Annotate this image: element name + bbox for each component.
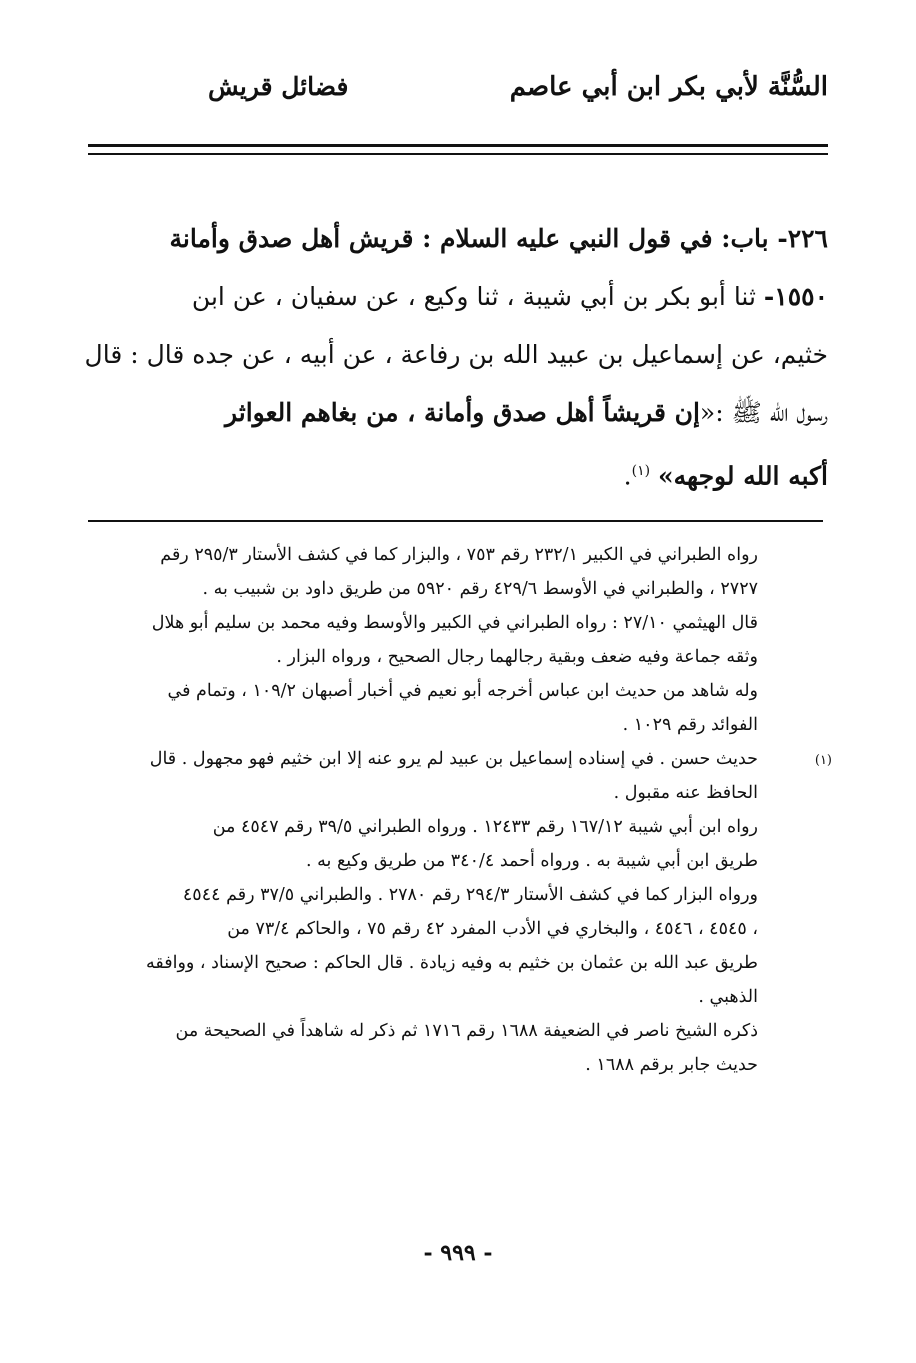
footnote-separator xyxy=(88,520,823,522)
matn-part-1: إن قريشاً أهل صدق وأمانة ، من بغاهم العواثر xyxy=(224,398,700,427)
note-line: طريق عبد الله بن عثمان بن خثيم به وفيه زيادة . قال الحاكم : صحيح الإسناد ، ووافقه xyxy=(145,953,758,973)
note-block-1 xyxy=(80,538,826,606)
note-block-6 xyxy=(80,878,826,1014)
note-line: حديث حسن . في إسناده إسماعيل بن عبيد لم يرو عنه إلا ابن خثيم فهو مجهول . قال xyxy=(149,749,758,769)
note-line: ٢٧٢٧ ، والطبراني في الأوسط ٤٢٩/٦ رقم ٥٩٢٠ من طريق داود بن شبيب به . xyxy=(202,579,758,599)
note-block-4 xyxy=(80,742,832,810)
hadith-line-4: أكبه الله لوجهه» $^{(١)}$. xyxy=(623,461,828,491)
matn-part-2: أكبه الله لوجهه» xyxy=(658,461,828,491)
note-line: ذكره الشيخ ناصر في الضعيفة ١٦٨٨ رقم ١٧١٦ ثم ذكر له شاهداً في الصحيحة من xyxy=(175,1021,758,1041)
section-title: فضائل قريش xyxy=(208,72,349,101)
footnotes xyxy=(80,538,832,1082)
main-text xyxy=(80,210,828,500)
note-line: رواه الطبراني في الكبير ٢٣٢/١ رقم ٧٥٣ ، والبزار كما في كشف الأستار ٢٩٥/٣ رقم xyxy=(160,545,758,565)
hadith-line-1 xyxy=(80,268,828,326)
note-line: طريق ابن أبي شيبة به . ورواه أحمد ٣٤٠/٤ من طريق وكيع به . xyxy=(306,851,758,871)
note-line: الحافظ عنه مقبول . xyxy=(613,783,758,803)
hadith-line-3 xyxy=(80,384,828,442)
chapter-heading: ٢٢٦- باب: في قول النبي عليه السلام : قريش أهل صدق وأمانة xyxy=(169,224,828,253)
note-block-2 xyxy=(80,606,826,674)
note-line: وثقه جماعة وفيه ضعف وبقية رجالهما رجال الصحيح ، ورواه البزار . xyxy=(276,647,758,667)
hadith-line-2: خثيم، عن إسماعيل بن عبيد الله بن رفاعة ، عن أبيه ، عن جده قال : قال xyxy=(84,340,828,369)
note-line: ، ٤٥٤٥ ، ٤٥٤٦ ، والبخاري في الأدب المفرد ٤٢ رقم ٧٥ ، والحاكم ٧٣/٤ من xyxy=(227,919,758,939)
note-block-3 xyxy=(80,674,826,742)
note-block-7 xyxy=(80,1014,826,1082)
running-header xyxy=(88,72,828,116)
isnad-text-1: ثنا أبو بكر بن أبي شيبة ، ثنا وكيع ، عن سفيان ، عن ابن xyxy=(191,282,756,311)
note-line: وله شاهد من حديث ابن عباس أخرجه أبو نعيم في أخبار أصبهان ١٠٩/٢ ، وتمام في xyxy=(167,681,758,701)
isnad-text-3: رسول الله ﷺ :« xyxy=(699,398,828,427)
header-rule-thick xyxy=(88,144,828,147)
note-line: ورواه البزار كما في كشف الأستار ٢٩٤/٣ رقم ٢٧٨٠ . والطبراني ٣٧/٥ رقم ٤٥٤٤ xyxy=(182,885,758,905)
note-line: الفوائد رقم ١٠٢٩ . xyxy=(622,715,758,735)
note-line: رواه ابن أبي شيبة ١٦٧/١٢ رقم ١٢٤٣٣ . ورواه الطبراني ٣٩/٥ رقم ٤٥٤٧ من xyxy=(212,817,758,837)
book-title: السُّنَّة لأبي بكر ابن أبي عاصم xyxy=(509,72,828,102)
page-number: - ٩٩٩ - xyxy=(423,1240,493,1266)
hadith-number: ١٥٥٠- xyxy=(763,282,828,311)
note-line: الذهبي . xyxy=(698,987,758,1007)
footnote-marker: (١) xyxy=(814,753,832,768)
note-block-5 xyxy=(80,810,826,878)
header-rule-thin xyxy=(88,153,828,155)
note-line: حديث جابر برقم ١٦٨٨ . xyxy=(585,1055,758,1075)
footnote-ref: (١) xyxy=(631,463,651,479)
note-line: قال الهيثمي ٢٧/١٠ : رواه الطبراني في الكبير والأوسط وفيه محمد بن سليم أبو هلال xyxy=(151,613,758,633)
